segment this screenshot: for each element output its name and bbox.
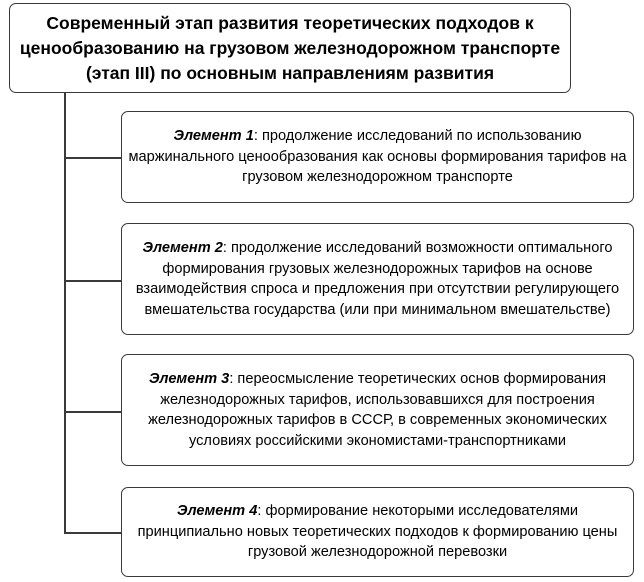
element-text-block [122,369,633,451]
element-description: : продолжение исследований возможности оптимального формирования грузовых железнодорожных тарифов на основе взаимодействия спроса и предложения при отсутствии регулирующего вмешательства государства (или при минимальном вмешательстве) [135,240,620,318]
diagram-title: Современный этап развития теоретических подходов к ценообразованию на грузовом железнодорожном транспорте (этап III) по основным направлениям развития [19,12,561,83]
element-description: : формирование некоторыми исследователями принципиально новых теоретических подходов к формированию цены грузовой железнодорожной перевозки [137,503,618,561]
connector-branch-4 [64,532,121,534]
element-label: Элемент 4 [176,503,258,520]
element-description: : переосмысление теоретических основ формирования железнодорожных тарифов, использовавшихся для построения железнодорожных тарифов в СССР, в современных экономических условиях российскими экономистами-транспортниками [148,371,607,449]
connector-branch-1 [64,157,121,159]
element-text-block [122,238,633,320]
element-label: Элемент 2 [142,240,223,256]
connector-branch-3 [64,411,121,413]
connector-branch-2 [64,280,121,282]
element-label: Элемент 3 [148,371,230,387]
diagram-title-box [9,3,571,93]
element-description: : продолжение исследований по использованию маржинального ценообразования как основы формирования тарифов на грузовом железнодорожном транспорте [128,128,627,186]
element-box-1 [121,111,634,203]
connector-trunk-line [64,93,66,532]
element-text-block [122,126,633,188]
element-box-3 [121,354,634,466]
element-label: Элемент 1 [173,128,254,145]
element-text-block [122,501,633,563]
element-box-4 [121,487,634,577]
element-box-2 [121,223,634,335]
